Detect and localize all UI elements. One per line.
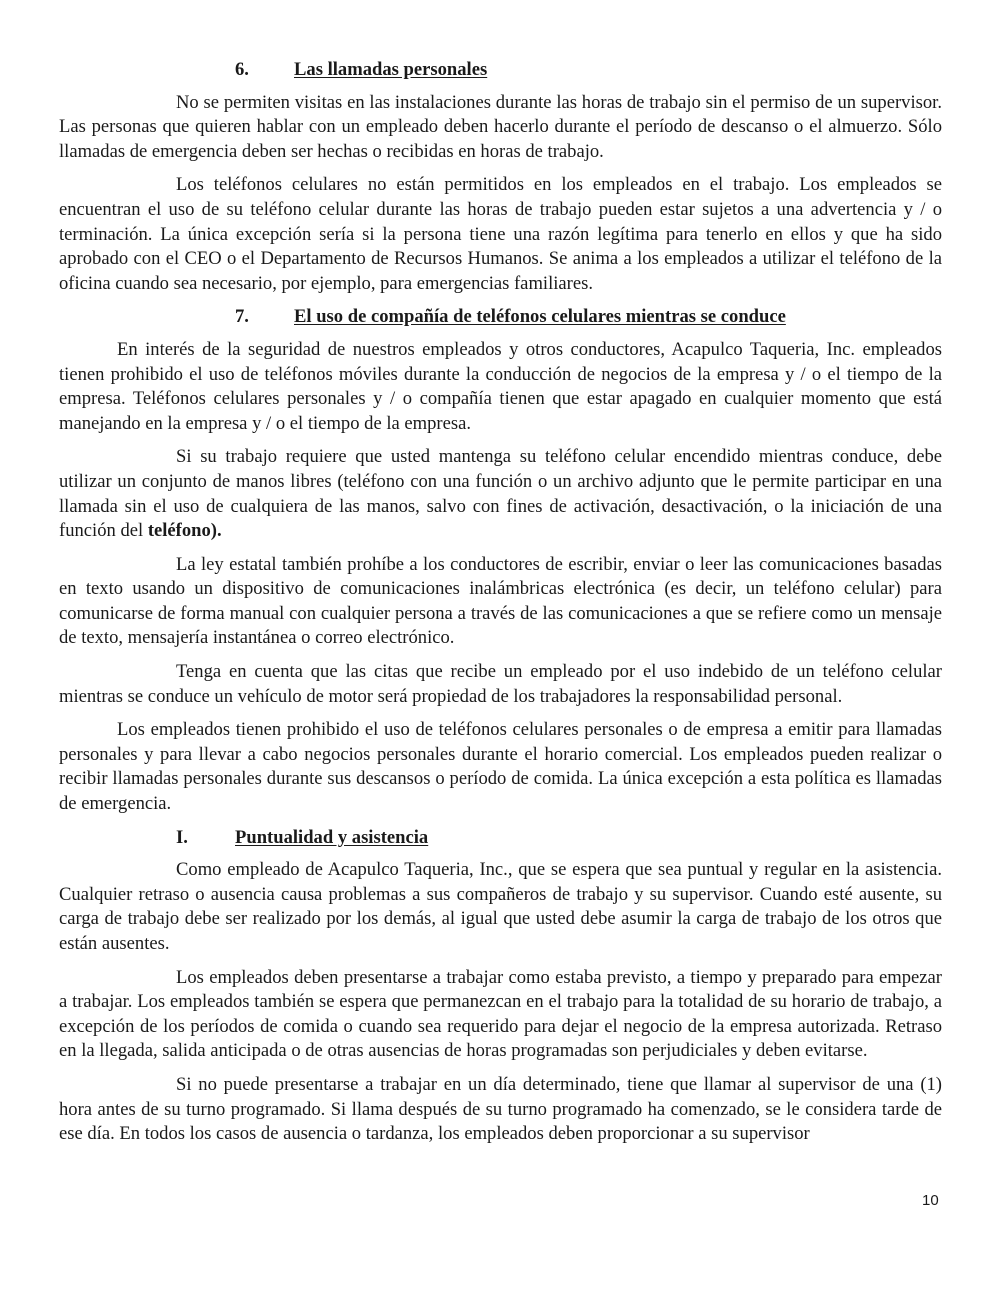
section-I-title: Puntualidad y asistencia (235, 826, 429, 848)
section-7-paragraph-2-text: Si su trabajo requiere que usted mantenga su teléfono celular encendido mientras conduce, debe utilizar un conjunto de manos libres (teléfono con una función o un archivo adjunto que le permite participar en una llamada sin el uso de cualquiera de las manos, salvo con fines de activación, desactivación, o la iniciación de una función del (59, 446, 942, 542)
section-7-paragraph-1: En interés de la seguridad de nuestros empleados y otros conductores, Acapulco Taqueria, Inc. empleados tienen prohibido el uso de teléfonos móviles durante la conducción de negocios de la empresa y / o el tiempo de la empresa. Teléfonos celulares personales y / o compañía tienen que estar apagado en cualquier momento que está manejando en la empresa y / o el tiempo de la empresa. (59, 338, 942, 434)
section-7-heading (235, 305, 942, 330)
section-I-paragraph-2: Los empleados deben presentarse a trabajar como estaba previsto, a tiempo y preparado para empezar a trabajar. Los empleados también se espera que permanezcan en el trabajo para la totalidad de su horario de trabajo, a excepción de los períodos de comida o cuando sea requerido para dejar el negocio de la empresa autorizada. Retraso en la llegada, salida anticipada o de otras ausencias de horas programadas son perjudiciales y deben evitarse. (59, 966, 942, 1062)
section-6-number: 6. (235, 59, 249, 80)
section-I-number: I. (176, 826, 188, 848)
section-6-title: Las llamadas personales (294, 59, 488, 80)
section-7-paragraph-2-bold: teléfono). (147, 520, 222, 542)
section-7-title: El uso de compañía de teléfonos celulares mientras se conduce (294, 306, 786, 328)
section-I-paragraph-3: Si no puede presentarse a trabajar en un día determinado, tiene que llamar al supervisor de una (1) hora antes de su turno programado. Si llama después de su turno programado ha comenzado, se le considera tarde de ese día. En todos los casos de ausencia o tardanza, los empleados deben proporcionar a su supervisor (59, 1073, 942, 1145)
section-7-paragraph-4: Tenga en cuenta que las citas que recibe un empleado por el uso indebido de un teléfono celular mientras se conduce un vehículo de motor será propiedad de los trabajadores la responsabilidad personal. (59, 661, 942, 707)
page-number: 10 (922, 1192, 939, 1209)
section-6-heading (235, 58, 942, 83)
section-I-heading (176, 826, 942, 851)
document-page (59, 58, 942, 1156)
section-7-number: 7. (235, 306, 249, 328)
section-6-paragraph-2: Los teléfonos celulares no están permitidos en los empleados en el trabajo. Los empleados se encuentran el uso de su teléfono celular durante las horas de trabajo pueden estar sujetos a una advertencia y / o terminación. La única excepción sería si la persona tiene una razón legítima para tenerlo en ellos y que ha sido aprobado con el CEO o el Departamento de Recursos Humanos. Se anima a los empleados a utilizar el teléfono de la oficina cuando sea necesario, por ejemplo, para emergencias familiares. (59, 174, 942, 294)
section-6-paragraph-1: No se permiten visitas en las instalaciones durante las horas de trabajo sin el permiso de un supervisor. Las personas que quieren hablar con un empleado deben hacerlo durante el período de descanso o el almuerzo. Sólo llamadas de emergencia deben ser hechas o recibidas en horas de trabajo. (59, 91, 942, 162)
section-I-paragraph-1: Como empleado de Acapulco Taqueria, Inc., que se espera que sea puntual y regular en la asistencia. Cualquier retraso o ausencia causa problemas a sus compañeros de trabajo y su supervisor. Cuando esté ausente, su carga de trabajo debe ser realizado por los demás, al igual que usted debe asumir la carga de trabajo de los otros que están ausentes. (59, 859, 942, 954)
section-7-paragraph-2 (59, 445, 942, 543)
section-7-paragraph-5: Los empleados tienen prohibido el uso de teléfonos celulares personales o de empresa a emitir para llamadas personales y para llevar a cabo negocios personales durante el horario comercial. Los empleados pueden realizar o recibir llamadas personales durante sus descansos o período de comida. La única excepción a esta política es llamadas de emergencia. (59, 719, 942, 815)
section-7-paragraph-3: La ley estatal también prohíbe a los conductores de escribir, enviar o leer las comunicaciones basadas en texto usando un dispositivo de comunicaciones inalámbricas electrónica (es decir, un teléfono celular) para comunicarse de forma manual con cualquier persona a través de las comunicaciones a que se refiere como un mensaje de texto, mensajería instantánea o correo electrónico. (59, 553, 942, 649)
